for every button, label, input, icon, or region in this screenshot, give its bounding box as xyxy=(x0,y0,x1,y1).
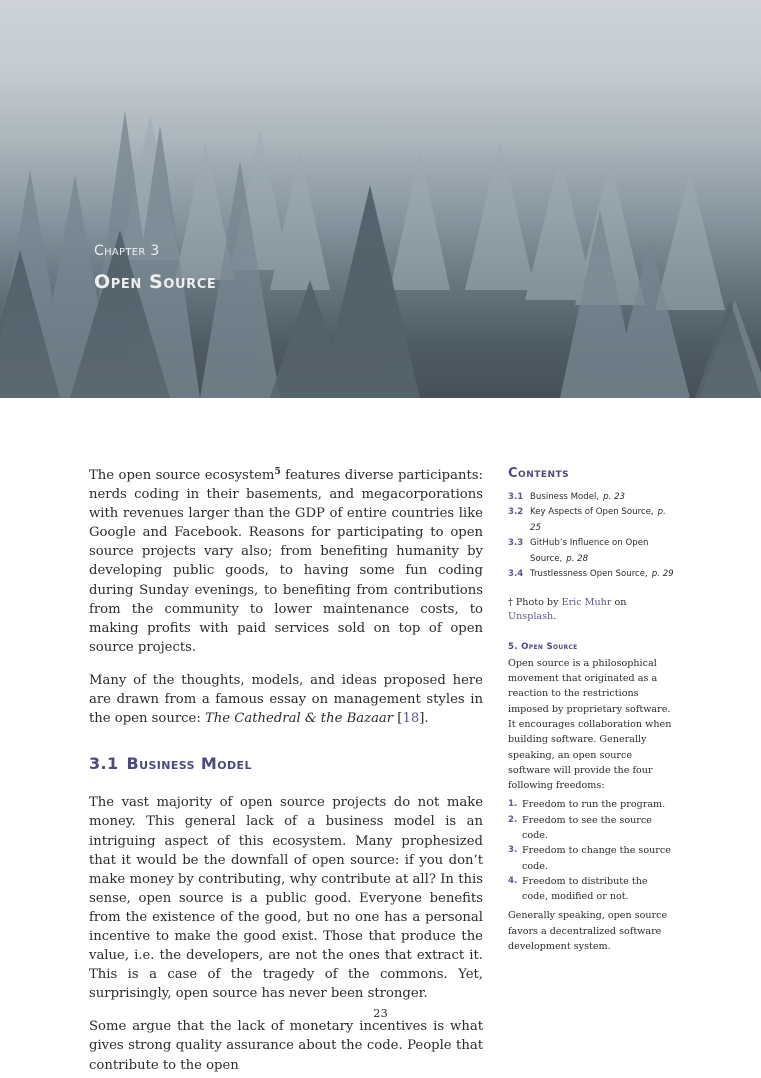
paragraph-text: features diverse participants: nerds coding in their basements, and megacorporations with revenues larger than the GDP of entire countries like Google and Facebook. Reasons for participating to open source projects vary also; from benefiting humanity by developing public goods, to having some fun coding during Sunday evenings, to benefiting from contributions from the community to lower maintenance costs, to making profits with paid services sold on top of open source projects. xyxy=(89,468,483,655)
paragraph-text: Many of the thoughts, models, and ideas proposed here are drawn from a famous essay on management styles in the open source: xyxy=(89,672,483,727)
freedom-item xyxy=(508,874,676,905)
footnote-title: 5. Open Source xyxy=(508,642,578,653)
footnote-outro: Generally speaking, open source favors a decentralized software development system. xyxy=(508,910,668,953)
credit-text: on xyxy=(611,597,627,609)
photo-credit xyxy=(508,596,676,624)
margin-sidebar xyxy=(508,466,676,954)
section-heading xyxy=(89,754,483,773)
section-title: Business Model xyxy=(126,754,252,774)
forest-illustration xyxy=(0,0,761,398)
toc-item[interactable] xyxy=(508,505,676,536)
freedom-text: Freedom to see the source code. xyxy=(522,814,652,841)
credit-text: † Photo by xyxy=(508,597,562,609)
toc-number: 3.1 xyxy=(508,492,524,502)
intro-paragraph xyxy=(89,466,483,657)
toc-page: p. 29 xyxy=(651,569,674,580)
quality-paragraph: Some argue that the lack of monetary incentives is what gives strong quality assurance about the code. People that contribute to the open xyxy=(89,1019,483,1073)
toc-title: Business Model, xyxy=(530,492,600,502)
section-number: 3.1 xyxy=(89,754,119,774)
page-number: 23 xyxy=(373,1006,388,1020)
freedom-number: 2. xyxy=(508,814,518,825)
toc-page: p. 23 xyxy=(603,492,626,502)
source-paragraph xyxy=(89,671,483,728)
freedom-item xyxy=(508,797,676,812)
freedom-number: 3. xyxy=(508,845,518,856)
citation-link[interactable]: 18 xyxy=(402,711,420,727)
toc-number: 3.3 xyxy=(508,538,524,549)
freedom-text: Freedom to distribute the code, modified or not. xyxy=(522,875,648,903)
toc-number: 3.2 xyxy=(508,507,524,518)
paragraph-text: The open source ecosystem xyxy=(89,468,275,483)
table-of-contents xyxy=(508,490,676,582)
paragraph-text: ]. xyxy=(419,711,429,727)
toc-page: p. 28 xyxy=(566,553,589,564)
freedom-text: Freedom to change the source code. xyxy=(522,845,671,872)
toc-title: GitHub’s Influence on Open Source, xyxy=(530,538,649,564)
toc-item[interactable] xyxy=(508,536,676,567)
toc-item[interactable] xyxy=(508,490,676,505)
paragraph-text: [ xyxy=(393,711,403,727)
freedom-item xyxy=(508,843,676,874)
toc-number: 3.4 xyxy=(508,569,524,580)
toc-title: Key Aspects of Open Source, xyxy=(530,507,654,518)
book-title: The Cathedral & the Bazaar xyxy=(205,711,394,727)
main-text-column xyxy=(89,466,483,1078)
toc-title: Trustlessness Open Source, xyxy=(530,569,648,580)
footnote-intro: Open source is a philosophical movement that originated as a reaction to the restrictions imposed by proprietary software. It encourages collaboration when building software. Generally speaking, an open source software will provide the four following freedoms: xyxy=(508,657,672,792)
freedom-number: 1. xyxy=(508,799,518,810)
author-link[interactable]: Eric Muhr xyxy=(561,597,612,609)
unsplash-link[interactable]: Unsplash xyxy=(508,611,554,623)
toc-page: p. 25 xyxy=(530,507,666,533)
chapter-title: Open Source xyxy=(94,271,217,293)
chapter-hero-image xyxy=(0,0,761,398)
business-model-paragraph: The vast majority of open source projects do not make money. This general lack of a business model is an intriguing aspect of this ecosystem. Many prophesized that it would be the downfall of open source: if you don’t make money by contributing, why contribute at all? In this sense, open source is a public good. Everyone benefits from the existence of the good, but no one has a personal incentive to make the good exist. Those that produce the value, i.e. the developers, are not the ones that extract it. This is a case of the tragedy of the commons. Yet, surprisingly, open source has never been stronger. xyxy=(89,795,483,1002)
freedom-text: Freedom to run the program. xyxy=(522,799,666,811)
credit-text: . xyxy=(553,611,557,623)
footnote-open-source xyxy=(508,640,676,954)
toc-item[interactable] xyxy=(508,567,676,582)
contents-heading: Contents xyxy=(508,466,570,481)
chapter-label: Chapter 3 xyxy=(94,243,160,259)
freedom-number: 4. xyxy=(508,875,518,886)
freedom-item xyxy=(508,813,676,844)
footnote-marker[interactable]: 5 xyxy=(274,467,281,477)
freedoms-list xyxy=(508,797,676,904)
